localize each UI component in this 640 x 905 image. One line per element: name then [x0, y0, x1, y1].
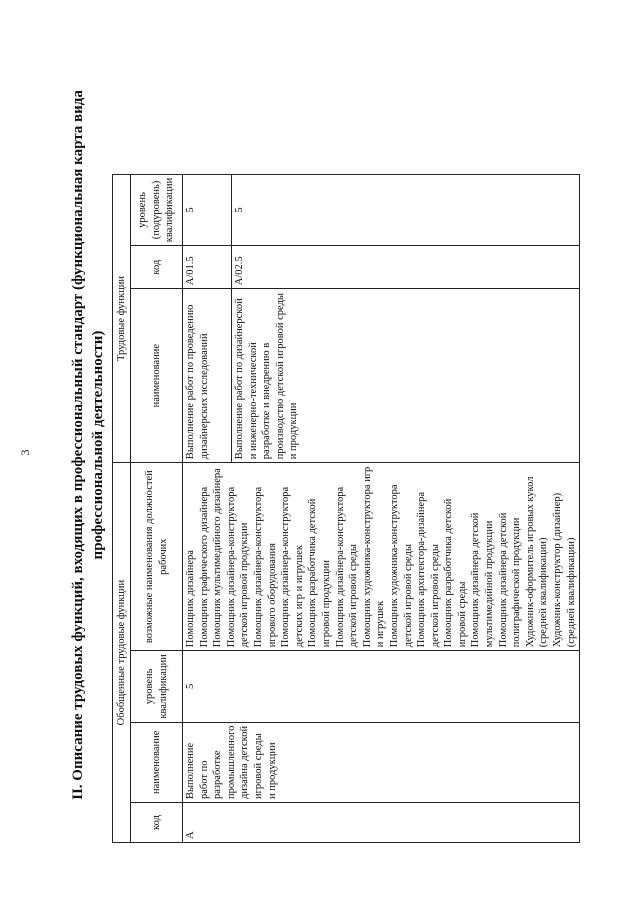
job-title: Помощник художника-конструктора детской игровой среды	[388, 484, 414, 648]
functional-map-table	[112, 174, 580, 843]
job-title: Помощник дизайнера-конструктора детской игровой среды	[334, 486, 360, 648]
header-name: наименование	[131, 722, 183, 802]
header-name2: наименование	[131, 289, 183, 463]
header-labor: Трудовые функции	[113, 174, 131, 462]
section-title	[68, 30, 108, 860]
job-title: Помощник разработчика детской игровой продукции	[307, 498, 332, 648]
title-line-1: II. Описание трудовых функций, входящих в профессиональный стандарт (функциональная карта вида	[70, 90, 86, 800]
job-title: Помощник мультимедийного дизайнера	[212, 468, 224, 648]
job-title: Художник-конструктор (дизайнер) (средней квалификации)	[552, 492, 577, 648]
job-title: Помощник дизайнера детской полиграфической продукции	[497, 512, 523, 648]
header-code2: код	[131, 246, 183, 289]
lf-name: Выполнение работ по проведению дизайнерских исследований	[183, 289, 232, 463]
lf-code: A/02.5	[232, 246, 580, 289]
job-title: Помощник художника-конструктора игр и игрушек	[361, 466, 387, 648]
header-sublevel: уровень (подуровень) квалификации	[131, 174, 183, 245]
gf-name: Выполнение работ по разработке промышленного дизайна детской игровой среды и продукции	[183, 722, 580, 802]
lf-code: A/01.5	[183, 246, 232, 289]
job-title: Помощник дизайнера	[185, 550, 196, 648]
job-title: Художник-оформитель игровых кукол (средней квалификации)	[524, 476, 550, 648]
header-generalized: Обобщенные трудовые функции	[113, 463, 131, 843]
page-number: 3	[18, 449, 32, 456]
lf-level: 5	[183, 174, 232, 245]
job-title: Помощник дизайнера-конструктора детских игр и игрушек	[280, 486, 305, 648]
lf-level: 5	[232, 174, 580, 245]
table-row	[183, 174, 232, 842]
job-title: Помощник дизайнера-конструктора игрового оборудования	[252, 486, 278, 648]
job-title: Помощник дизайнера-конструктора детской игровой продукции	[225, 486, 251, 648]
gf-code: A	[183, 803, 580, 843]
job-title: Помощник разработчика детской игровой среды	[443, 498, 468, 648]
job-titles-cell	[183, 463, 580, 651]
header-level: уровень квалификации	[131, 651, 183, 722]
job-title: Помощник графического дизайнера	[198, 486, 210, 648]
lf-name: Выполнение работ по дизайнерской и инженерно-технической разработке и внедрению в производство детской игровой среды и продукции	[232, 289, 580, 463]
gf-level: 5	[183, 651, 580, 722]
header-positions: возможные наименования должностей рабочих	[131, 463, 183, 651]
job-title: Помощник архитектора-дизайнера детской игровой среды	[416, 491, 441, 648]
title-line-2: профессиональной деятельности)	[90, 330, 106, 560]
header-code: код	[131, 803, 183, 843]
job-title: Помощник дизайнера детской мультимедийной продукции	[470, 512, 496, 648]
